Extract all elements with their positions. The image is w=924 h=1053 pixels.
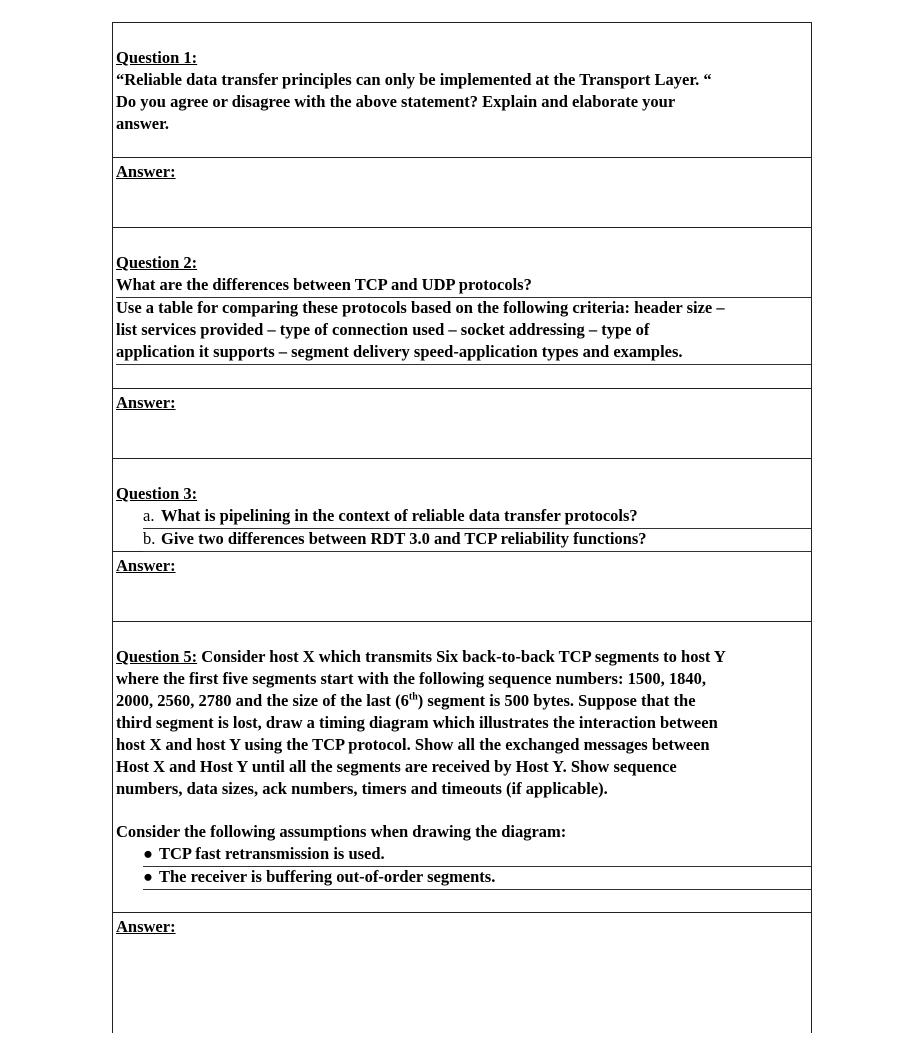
question-2-label: Question 2: — [116, 253, 198, 272]
answer-5-block — [113, 913, 811, 1053]
question-3-item-b-text: Give two differences between RDT 3.0 and TCP reliability functions? — [161, 529, 647, 548]
question-5-line-3-end: ) segment is 500 bytes. Suppose that the — [417, 691, 696, 710]
question-5-line-4: third segment is lost, draw a timing diagram which illustrates the interaction between — [116, 713, 718, 732]
question-5-block — [113, 622, 811, 913]
question-5-assumption-2 — [143, 866, 811, 890]
answer-3-label: Answer: — [116, 556, 176, 575]
question-3-item-b-marker: b. — [143, 529, 156, 548]
question-3-block — [113, 459, 811, 552]
question-2-block — [113, 228, 811, 389]
question-5-line-5: host X and host Y using the TCP protocol. Show all the exchanged messages between — [116, 735, 710, 754]
question-3-item-a-text: What is pipelining in the context of reliable data transfer protocols? — [161, 506, 638, 525]
answer-3-block — [113, 552, 811, 622]
question-3-label: Question 3: — [116, 484, 198, 503]
question-5-line-6: Host X and Host Y until all the segments are received by Host Y. Show sequence — [116, 757, 677, 776]
question-sheet — [112, 22, 812, 1033]
question-5-line-7: numbers, data sizes, ack numbers, timers and timeouts (if applicable). — [116, 779, 608, 798]
question-2-line-3: list services provided – type of connection used – socket addressing – type of — [116, 320, 650, 339]
question-1-line-3: answer. — [116, 114, 170, 133]
question-1-heading — [116, 47, 197, 69]
question-1-line-1: “Reliable data transfer principles can only be implemented at the Transport Layer. “ — [116, 70, 712, 89]
question-5-line-3 — [116, 690, 696, 712]
question-5-assumption-2-text: The receiver is buffering out-of-order segments. — [159, 867, 496, 886]
question-5-line-1-row — [116, 646, 726, 668]
answer-1-label: Answer: — [116, 162, 176, 181]
question-3-item-b — [143, 528, 811, 552]
question-5-line-2: where the first five segments start with the following sequence numbers: 1500, 1840, — [116, 669, 706, 688]
bullet-icon: ● — [143, 844, 153, 863]
question-1-line-2: Do you agree or disagree with the above statement? Explain and elaborate your — [116, 92, 676, 111]
question-5-line-1: Consider host X which transmits Six back-to-back TCP segments to host Y — [197, 647, 726, 666]
answer-2-block — [113, 389, 811, 459]
answer-1-block — [113, 158, 811, 228]
question-5-line-3-start: 2000, 2560, 2780 and the size of the last (6 — [116, 691, 409, 710]
question-3-item-a-marker: a. — [143, 506, 155, 525]
question-5-assumption-1-text: TCP fast retransmission is used. — [159, 844, 385, 863]
answer-5-label: Answer: — [116, 917, 176, 936]
question-2-line-4: application it supports – segment delivery speed-application types and examples. — [116, 341, 811, 365]
question-2-line-2: Use a table for comparing these protocols based on the following criteria: header size – — [116, 298, 725, 317]
question-5-line-3-superscript: th — [408, 691, 418, 703]
answer-2-label: Answer: — [116, 393, 176, 412]
question-5-assumptions-intro: Consider the following assumptions when drawing the diagram: — [116, 822, 567, 841]
bullet-icon: ● — [143, 867, 153, 886]
question-1-label: Question 1: — [116, 48, 198, 67]
question-1-block — [113, 23, 811, 158]
question-5-assumption-1 — [143, 843, 811, 867]
question-2-line-1: What are the differences between TCP and UDP protocols? — [116, 274, 811, 298]
question-3-item-a — [143, 505, 811, 529]
question-5-label: Question 5: — [116, 647, 198, 666]
